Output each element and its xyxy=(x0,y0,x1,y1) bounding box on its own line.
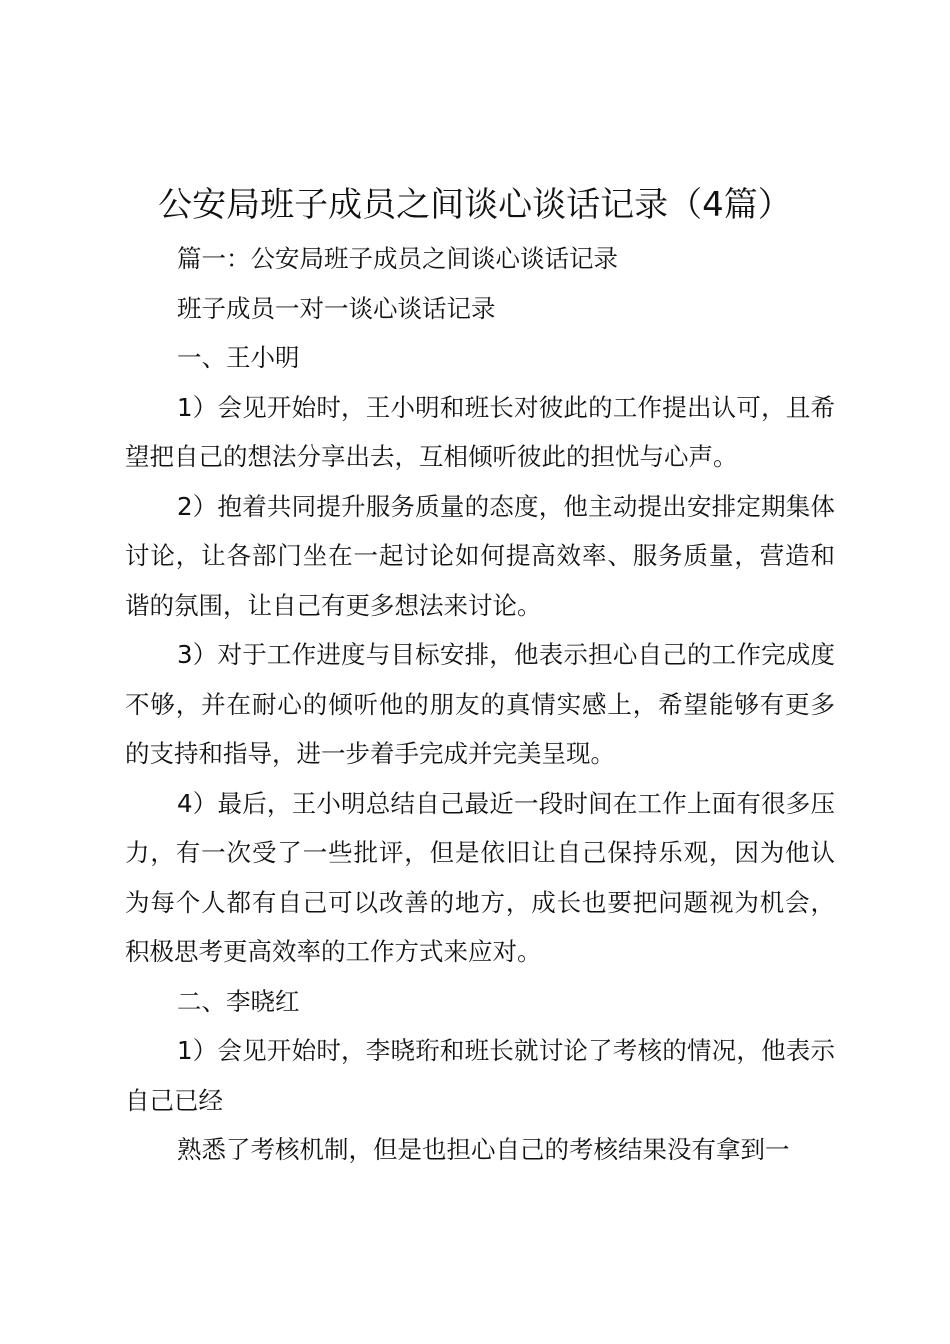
body-paragraph: 1）会见开始时，李晓珩和班长就讨论了考核的情况，他表示自己已经 xyxy=(125,1036,835,1115)
person-heading-wang-xiaoming: 一、王小明 xyxy=(177,343,300,372)
subheading: 班子成员一对一谈心谈话记录 xyxy=(177,293,496,323)
section-heading-part-one: 篇一：公安局班子成员之间谈心谈话记录 xyxy=(177,244,618,273)
body-paragraph: 1）会见开始时，王小明和班长对彼此的工作提出认可，且希望把自己的想法分享出去，互相倾听彼此的担忧与心声。 xyxy=(125,392,835,471)
body-paragraph: 4）最后，王小明总结自己最近一段时间在工作上面有很多压力，有一次受了一些批评，但是依旧让自己保持乐观，因为他认为每个人都有自己可以改善的地方，成长也要把问题视为机会，积极思考更高效率的工作方式来应对。 xyxy=(125,788,835,966)
person-heading-li-xiaohong: 二、李晓红 xyxy=(177,986,300,1016)
document-body xyxy=(125,234,835,1175)
body-paragraph: 3）对于工作进度与目标安排，他表示担心自己的工作完成度不够，并在耐心的倾听他的朋友的真情实感上，希望能够有更多的支持和指导，进一步着手完成并完美呈现。 xyxy=(125,640,835,768)
body-paragraph: 熟悉了考核机制，但是也担心自己的考核结果没有拿到一 xyxy=(177,1135,790,1164)
document-title: 公安局班子成员之间谈心谈话记录（4篇） xyxy=(158,185,792,225)
body-paragraph: 2）抱着共同提升服务质量的态度，他主动提出安排定期集体讨论，让各部门坐在一起讨论如何提高效率、服务质量，营造和谐的氛围，让自己有更多想法来讨论。 xyxy=(125,491,835,620)
